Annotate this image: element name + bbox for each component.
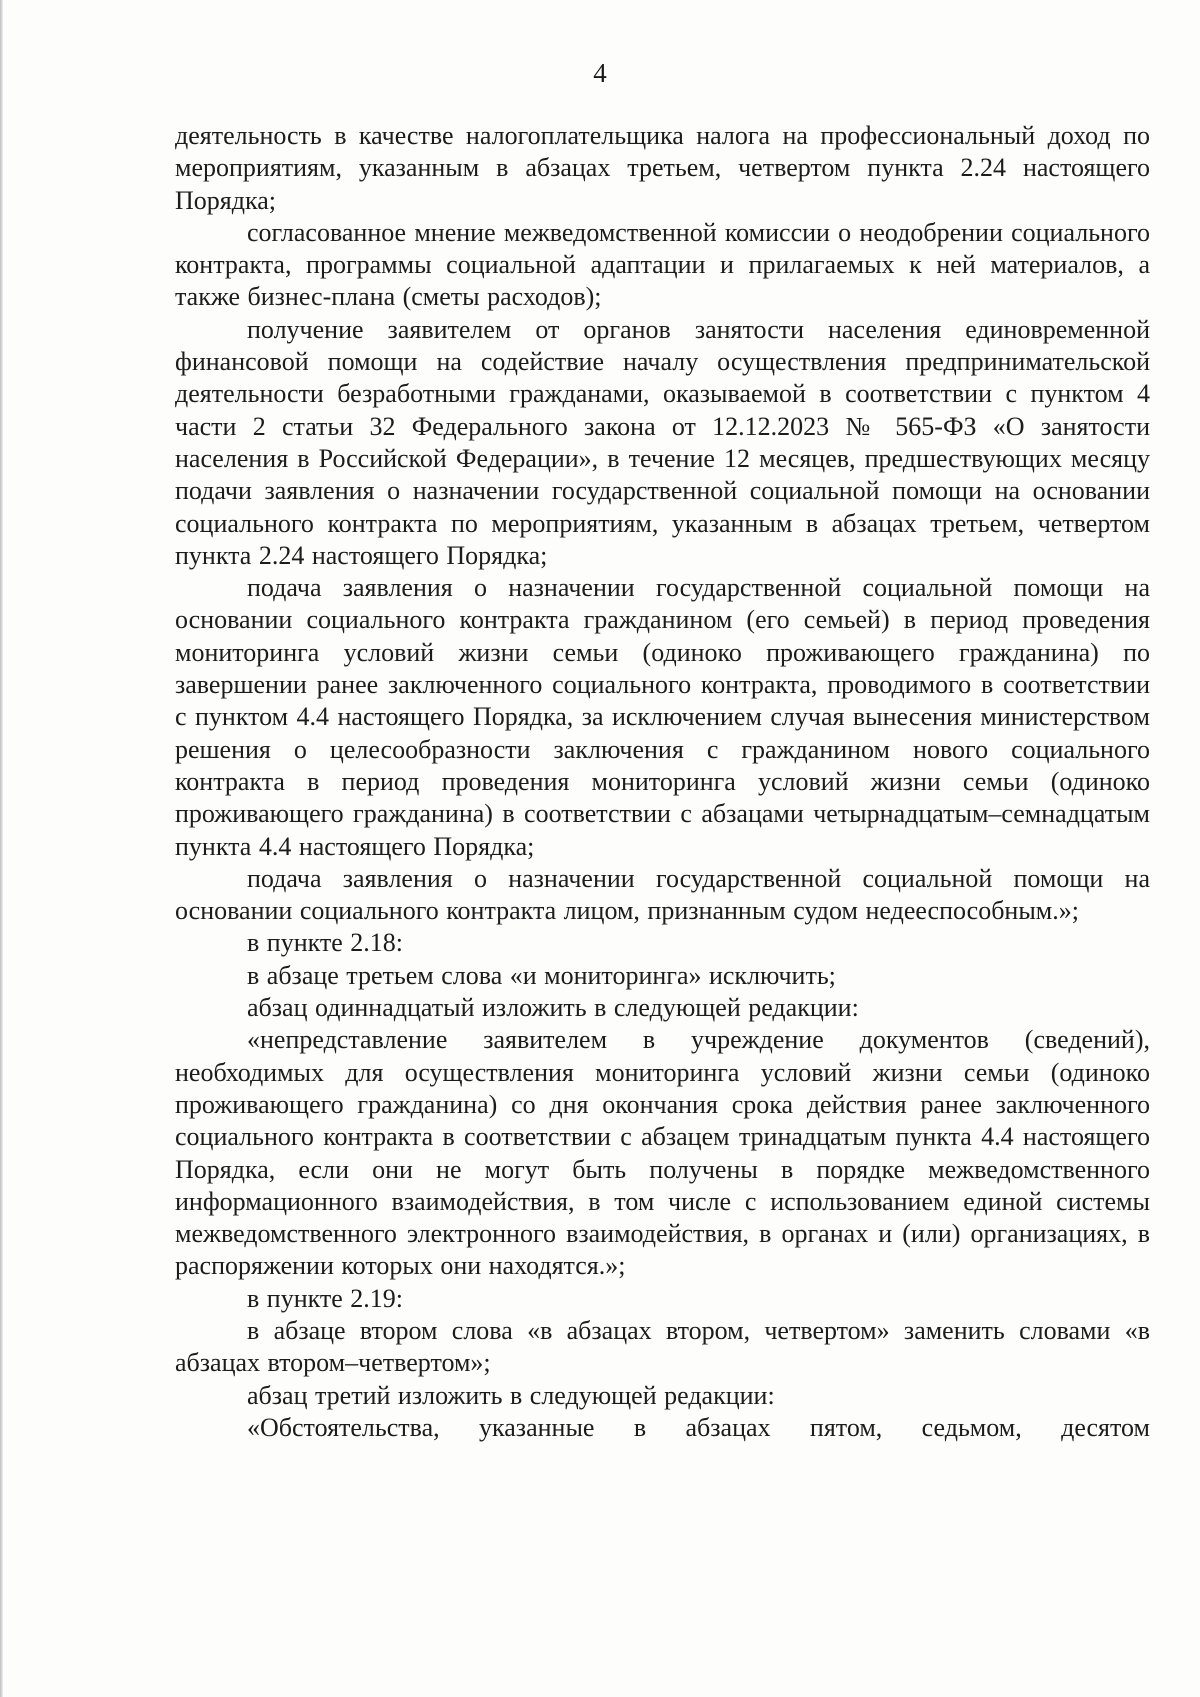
paragraph-continuation: деятельность в качестве налогоплательщика налога на профессиональный доход по мероприятиям, указанным в абзацах третьем, четвертом пункта 2.24 настоящего Порядка;: [175, 121, 1150, 215]
paragraph: подача заявления о назначении государственной социальной помощи на основании социального контракта лицом, признанным судом недееспособным.»;: [175, 863, 1150, 926]
document-body: [175, 120, 1150, 1444]
paragraph: в абзаце втором слова «в абзацах втором, четвертом» заменить словами «в абзацах втором–четвертом»;: [175, 1315, 1150, 1378]
scan-edge: [0, 0, 3, 1697]
paragraph-continues: «Обстоятельства, указанные в абзацах пятом, седьмом, десятом: [247, 1412, 1150, 1442]
paragraph: абзац третий изложить в следующей редакции:: [247, 1380, 775, 1410]
paragraph: в пункте 2.19:: [247, 1283, 404, 1313]
paragraph: получение заявителем от органов занятости населения единовременной финансовой помощи на содействие началу осуществления предпринимательской деятельности безработными гражданами, оказываемой в соответствии с пунктом 4 части 2 статьи 32 Федерального закона от 12.12.2023 № 565-ФЗ «О занятости населения в Российской Федерации», в течение 12 месяцев, предшествующих месяцу подачи заявления о назначении государственной социальной помощи на основании социального контракта по мероприятиям, указанным в абзацах третьем, четвертом пункта 2.24 настоящего Порядка;: [175, 314, 1150, 570]
paragraph: абзац одиннадцатый изложить в следующей редакции:: [247, 993, 859, 1023]
page-number: 4: [593, 58, 607, 88]
paragraph: в пункте 2.18:: [247, 928, 404, 958]
paragraph: в абзаце третьем слова «и мониторинга» исключить;: [247, 960, 836, 990]
paragraph: согласованное мнение межведомственной комиссии о неодобрении социального контракта, программы социальной адаптации и прилагаемых к ней материалов, а также бизнес-плана (сметы расходов);: [175, 217, 1150, 312]
paragraph: «непредставление заявителем в учреждение документов (сведений), необходимых для осуществления мониторинга условий жизни семьи (одиноко проживающего гражданина) со дня окончания срока действия ранее заключенного социального контракта в соответствии с абзацем тринадцатым пункта 4.4 настоящего Порядка, если они не могут быть получены в порядке межведомственного информационного взаимодействия, в том числе с использованием единой системы межведомственного электронного взаимодействия, в органах и (или) организациях, в распоряжении которых они находятся.»;: [175, 1025, 1150, 1281]
paragraph: подача заявления о назначении государственной социальной помощи на основании социального контракта гражданином (его семьей) в период проведения мониторинга условий жизни семьи (одиноко проживающего гражданина) по завершении ранее заключенного социального контракта, проводимого в соответствии с пунктом 4.4 настоящего Порядка, за исключением случая вынесения министерством решения о целесообразности заключения с гражданином нового социального контракта в период проведения мониторинга условий жизни семьи (одиноко проживающего гражданина) в соответствии с абзацами четырнадцатым–семнадцатым пункта 4.4 настоящего Порядка;: [175, 573, 1150, 861]
